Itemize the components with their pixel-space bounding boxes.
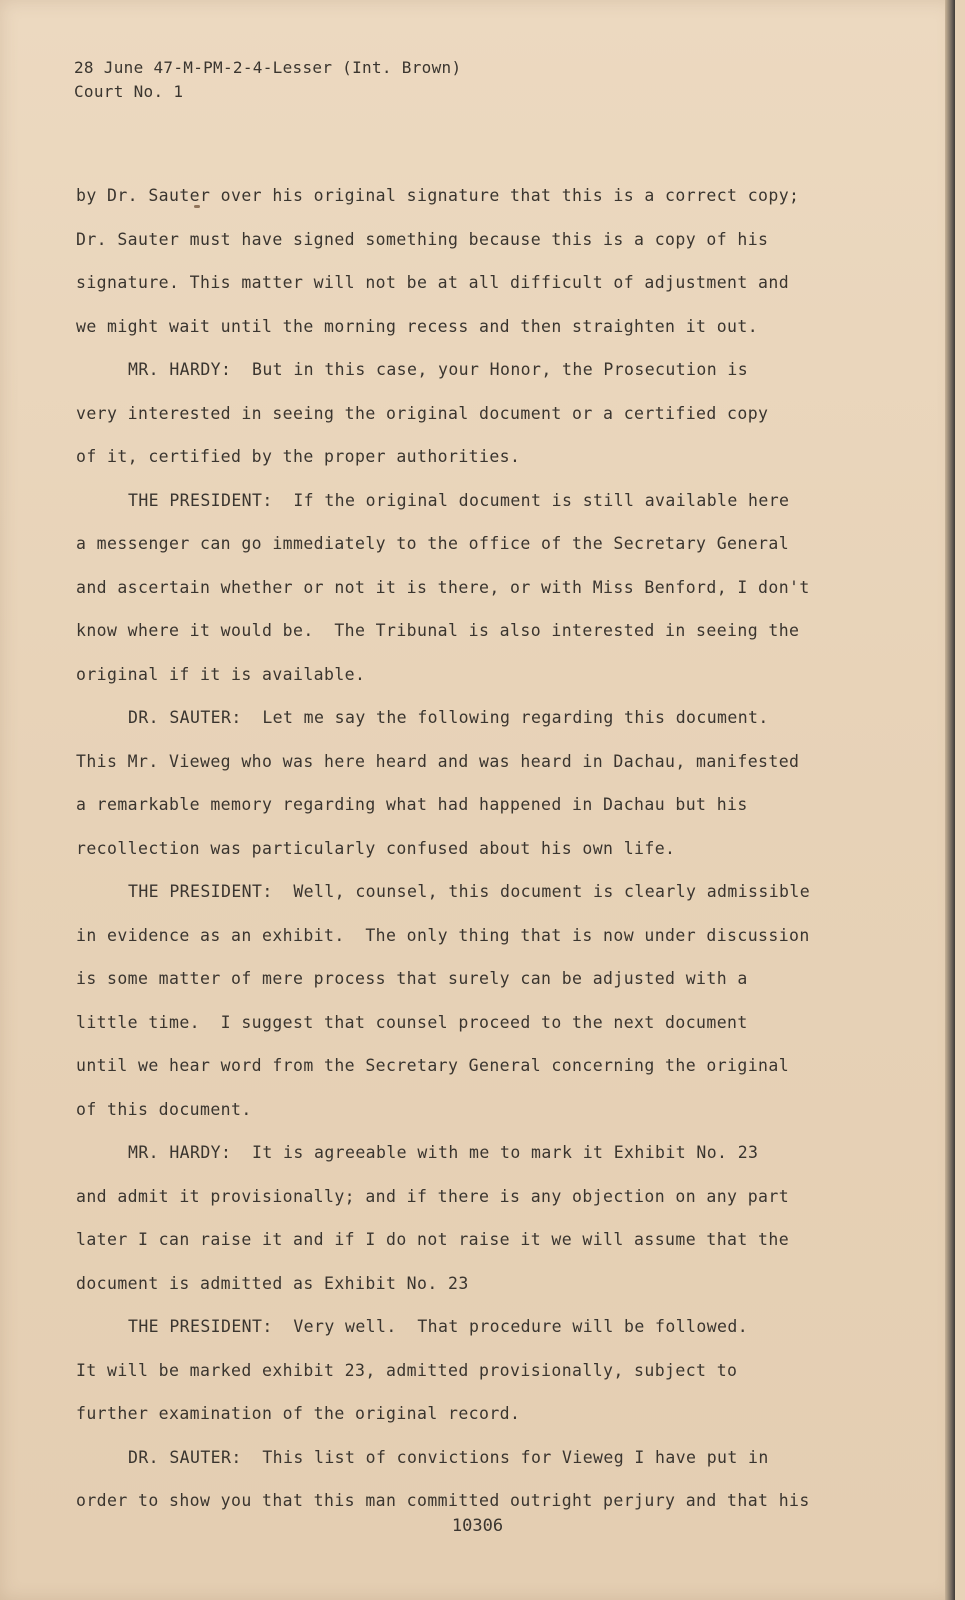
transcript-line: original if it is available.: [76, 664, 366, 684]
transcript-line: little time. I suggest that counsel proceed to the next document: [76, 1012, 748, 1032]
header-case-line: 28 June 47-M-PM-2-4-Lesser (Int. Brown): [74, 58, 462, 77]
transcript-line: is some matter of mere process that surely can be adjusted with a: [76, 969, 748, 988]
ink-speck: [194, 205, 200, 208]
transcript-line: MR. HARDY: But in this case, your Honor, the Prosecution is: [128, 360, 749, 379]
header-court-line: Court No. 1: [74, 82, 184, 101]
transcript-line: very interested in seeing the original document or a certified copy: [76, 403, 769, 423]
transcript-line: signature. This matter will not be at all difficult of adjustment and: [76, 273, 790, 292]
transcript-line: MR. HARDY: It is agreeable with me to mark it Exhibit No. 23: [128, 1143, 759, 1162]
transcript-line: later I can raise it and if I do not raise it we will assume that the: [76, 1230, 790, 1249]
page-number: 10306: [451, 1516, 504, 1536]
transcript-body: [76, 174, 836, 1523]
transcript-line: DR. SAUTER: This list of convictions for Vieweg I have put in: [128, 1447, 769, 1467]
transcript-line: Dr. Sauter must have signed something because this is a copy of his: [76, 229, 769, 249]
transcript-line: order to show you that this man committed outright perjury and that his: [76, 1491, 810, 1510]
transcript-line: of it, certified by the proper authorities.: [76, 447, 521, 466]
transcript-line: know where it would be. The Tribunal is also interested in seeing the: [76, 621, 800, 640]
transcript-line: of this document.: [76, 1099, 252, 1119]
transcript-line: a remarkable memory regarding what had happened in Dachau but his: [76, 795, 748, 814]
transcript-line: THE PRESIDENT: If the original document is still available here: [128, 490, 790, 510]
transcript-line: and admit it provisionally; and if there is any objection on any part: [76, 1186, 790, 1206]
transcript-line: THE PRESIDENT: Very well. That procedure will be followed.: [128, 1317, 749, 1336]
transcript-line: we might wait until the morning recess and then straighten it out.: [76, 316, 759, 336]
transcript-line: document is admitted as Exhibit No. 23: [76, 1273, 469, 1293]
transcript-line: by Dr. Sauter over his original signature that this is a correct copy;: [76, 186, 800, 205]
transcript-line: in evidence as an exhibit. The only thing that is now under discussion: [76, 925, 810, 945]
page-edge-shadow: [945, 0, 955, 1600]
page-header: [74, 56, 461, 104]
transcript-line: This Mr. Vieweg who was here heard and was heard in Dachau, manifested: [76, 751, 800, 771]
transcript-line: a messenger can go immediately to the office of the Secretary General: [76, 534, 790, 553]
transcript-line: further examination of the original record.: [76, 1404, 521, 1423]
transcript-line: THE PRESIDENT: Well, counsel, this document is clearly admissible: [128, 882, 811, 901]
transcript-line: and ascertain whether or not it is there, or with Miss Benford, I don't: [76, 577, 810, 597]
transcript-line: until we hear word from the Secretary General concerning the original: [76, 1056, 790, 1075]
transcript-line: recollection was particularly confused about his own life.: [76, 838, 676, 858]
transcript-line: It will be marked exhibit 23, admitted provisionally, subject to: [76, 1360, 738, 1380]
transcript-line: DR. SAUTER: Let me say the following regarding this document.: [128, 708, 769, 727]
